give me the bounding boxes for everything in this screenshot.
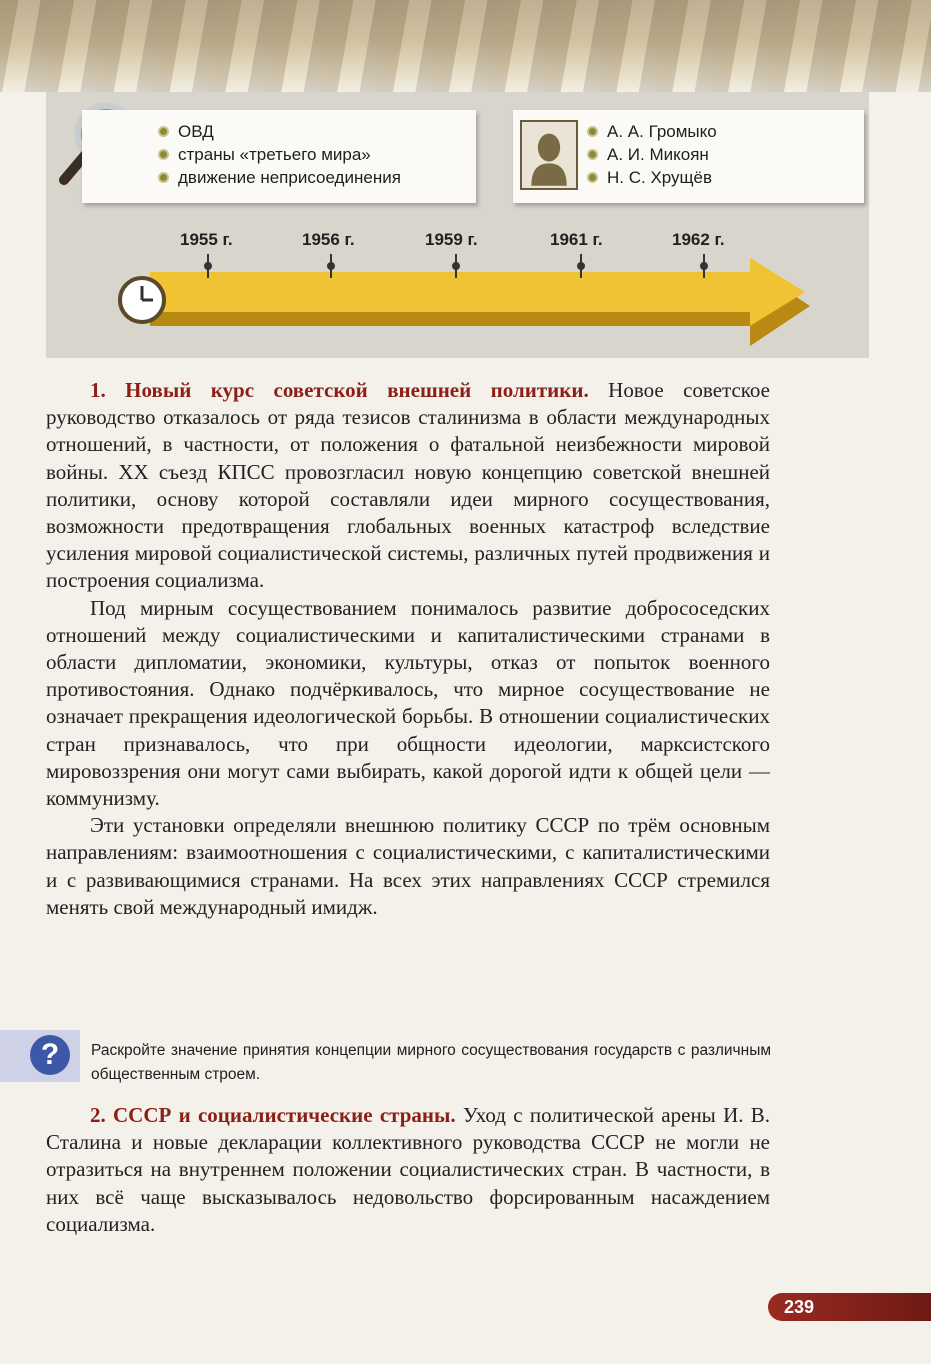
bullet-icon: [158, 149, 169, 160]
section-1-paragraph-1: [46, 377, 770, 595]
timeline-year: 1959 г.: [425, 230, 478, 249]
section-1-text: Новое советское руководство отказалось от ряда тезисов сталинизма в области международных отношений, в частности, от положения о фатальной неизбежности мировой войны. XX съезд КПСС провозгласил новую концепцию советской внешней политики, основу которой составляли идеи мирного сосуществования, возможности предотвращения глобальных военных катастроф вследствие усиления мировой социалистической системы, различных путей продвижения и построения социализма.: [46, 378, 771, 593]
key-term-text: ОВД: [178, 122, 214, 141]
decorative-header-banner: [0, 0, 931, 92]
key-term-item: [158, 166, 401, 189]
section-2-paragraph-1: [46, 1102, 770, 1238]
person-name: А. А. Громыко: [607, 122, 717, 141]
section-2-heading: 2. СССР и социалистические страны.: [90, 1103, 456, 1127]
timeline-year: 1956 г.: [302, 230, 355, 249]
section-2: [46, 1102, 770, 1238]
person-item: [587, 143, 717, 166]
section-1-heading: 1. Новый курс советской внешней политики.: [90, 378, 589, 402]
person-silhouette-icon: [520, 120, 578, 190]
clock-icon: [120, 278, 164, 322]
question-icon: ?: [30, 1035, 70, 1075]
bullet-icon: [587, 149, 598, 160]
key-term-item: [158, 143, 401, 166]
key-terms-box: [82, 110, 476, 203]
person-item: [587, 166, 717, 189]
key-term-item: [158, 120, 401, 143]
key-term-text: страны «третьего мира»: [178, 145, 371, 164]
bullet-icon: [158, 126, 169, 137]
section-1: [46, 377, 770, 921]
bullet-icon: [587, 172, 598, 183]
bullet-icon: [587, 126, 598, 137]
section-1-paragraph-2: Под мирным сосуществованием понималось развитие добрососедских отношений между социалистическими и капиталистическими странами в области дипломатии, экономики, культуры, отказ от попыток военного противостояния. Однако подчёркивалось, что мирное сосуществование не означает прекращения идеологической борьбы. В отношении социалистических стран признавалось, что при общности идеологии, марксистского мировоззрения они могут сами выбирать, какой дорогой идти к общей цели — коммунизму.: [46, 595, 770, 811]
section-1-paragraph-3: Эти установки определяли внешнюю политику СССР по трём основным направлениям: взаимоотношения с социалистическими, с капиталистическими и с развивающимися странами. На всех этих направлениях СССР стремился менять свой международный имидж.: [46, 813, 770, 919]
person-item: [587, 120, 717, 143]
person-name: Н. С. Хрущёв: [607, 168, 713, 187]
page-number: 239: [784, 1297, 815, 1317]
key-terms-list: [158, 120, 401, 189]
section-2-text: Уход с политической арены И. В. Сталина и новые декларации коллективного руководства СССР не могли не отразиться на внутреннем положении социалистических стран. В частности, в них всё чаще высказывалось недовольство форсированным насаждением социализма.: [46, 1103, 771, 1236]
key-term-text: движение неприсоединения: [178, 168, 401, 187]
timeline-year: 1962 г.: [672, 230, 725, 249]
timeline-year: 1961 г.: [550, 230, 603, 249]
question-text: Раскройте значение принятия концепции мирного сосуществования государств с различным общественным строем.: [91, 1042, 771, 1083]
person-name: А. И. Микоян: [607, 145, 709, 164]
bullet-icon: [158, 172, 169, 183]
persons-list: [587, 120, 717, 189]
timeline-year: 1955 г.: [180, 230, 233, 249]
